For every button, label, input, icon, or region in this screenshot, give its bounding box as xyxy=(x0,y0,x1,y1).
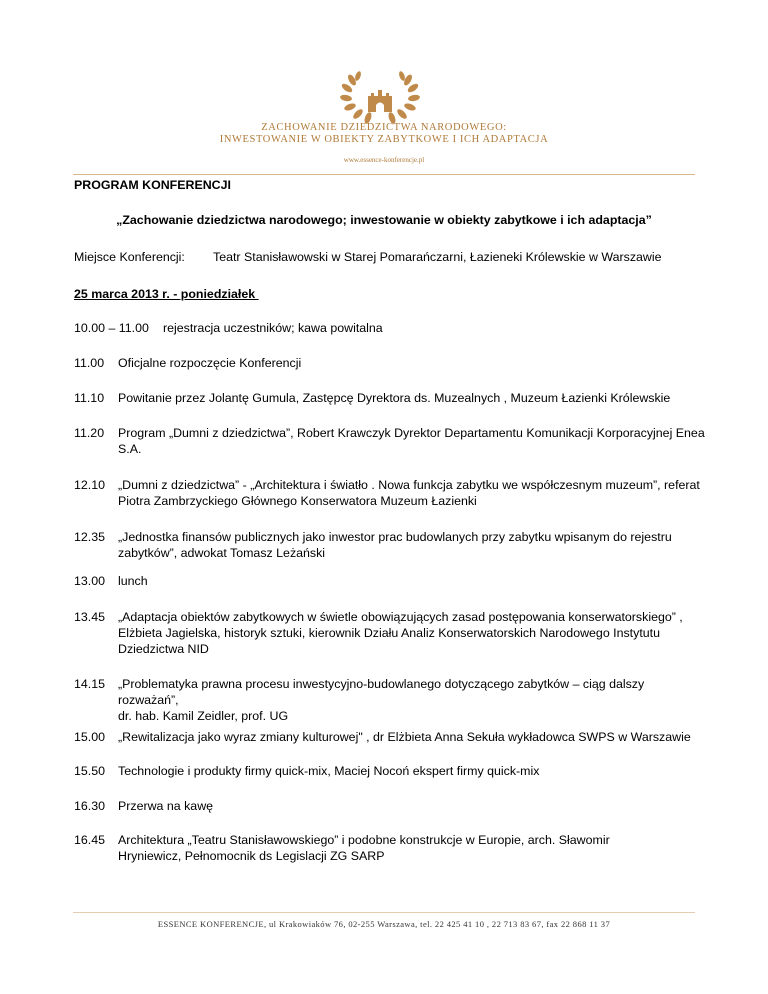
schedule-line: dr. hab. Kamil Zeidler, prof. UG xyxy=(118,709,289,723)
schedule-line: Oficjalne rozpoczęcie Konferencji xyxy=(118,356,302,370)
schedule-time: 11.00 xyxy=(74,356,105,370)
schedule-line: Powitanie przez Jolantę Gumula, Zastępcę Dyrektora ds. Muzealnych , Muzeum Łazienki Królewskie xyxy=(118,391,671,405)
footer-contact: ESSENCE KONFERENCJE, ul Krakowiaków 76, 02-255 Warszawa, tel. 22 425 41 10 , 22 713 83 67, fax 22 868 11 37 xyxy=(157,919,611,929)
venue-value: Teatr Stanisławowski w Starej Pomarańczarni, Łazieneki Królewskie w Warszawie xyxy=(213,250,662,264)
schedule-line: Technologie i produkty firmy quick-mix, Maciej Nocoń ekspert firmy quick-mix xyxy=(118,764,540,778)
schedule-time: 13.00 xyxy=(74,574,106,588)
schedule-time: 15.00 xyxy=(74,730,106,744)
schedule-line: Piotra Zambrzyckiego Głównego Konserwatora Muzeum Łazienki xyxy=(118,494,477,508)
schedule-description xyxy=(118,609,708,657)
header-url: www.essence-konferencje.pl xyxy=(343,156,425,164)
schedule-description xyxy=(163,320,703,336)
program-date: 25 marca 2013 r. - poniedziałek xyxy=(74,287,259,301)
schedule-description xyxy=(118,529,708,561)
schedule-description xyxy=(118,355,708,371)
schedule-line: Program „Dumni z dziedzictwa”, Robert Krawczyk Dyrektor Departamentu Komunikacji Korporacyjnej Enea xyxy=(118,426,705,440)
schedule-time: 11.10 xyxy=(74,391,105,405)
header-title-line2: INWESTOWANIE W OBIEKTY ZABYTKOWE I ICH ADAPTACJA xyxy=(219,134,549,145)
schedule-description xyxy=(118,729,708,745)
schedule-time: 15.50 xyxy=(74,764,106,778)
footer-divider xyxy=(73,912,695,913)
program-heading: PROGRAM KONFERENCJI xyxy=(74,178,231,192)
schedule-time: 16.45 xyxy=(74,833,106,847)
schedule-line: Architektura „Teatru Stanisławowskiego” i podobne konstrukcje w Europie, arch. Sławomir xyxy=(118,833,610,847)
schedule-line: „Rewitalizacja jako wyraz zmiany kulturowej" , dr Elżbieta Anna Sekuła wykładowca SWPS w Warszawie xyxy=(118,730,691,744)
schedule-line: zabytków”, adwokat Tomasz Leżański xyxy=(118,546,326,560)
schedule-description xyxy=(118,676,708,724)
schedule-description xyxy=(118,763,708,779)
laurel-wreath-castle-icon xyxy=(338,66,422,126)
schedule-line: „Adaptacja obiektów zabytkowych w świetle obowiązujących zasad postępowania konserwatorskiego” , xyxy=(118,610,683,624)
schedule-line: lunch xyxy=(118,574,148,588)
header-divider xyxy=(73,174,695,175)
header-title-line1: ZACHOWANIE DZIEDZICTWA NARODOWEGO: xyxy=(261,122,507,133)
schedule-line: „Dumni z dziedzictwa” - „Architektura i światło . Nowa funkcja zabytku we współczesnym muzeum”, referat xyxy=(118,478,700,492)
schedule-line: Dziedzictwa NID xyxy=(118,642,209,656)
schedule-time: 14.15 xyxy=(74,677,106,691)
schedule-time: 12.10 xyxy=(74,478,106,492)
schedule-time: 10.00 – 11.00 xyxy=(74,321,149,335)
schedule-line: „Problematyka prawna procesu inwestycyjno-budowlanego dotyczącego zabytków – ciąg dalszy rozważań”, xyxy=(118,677,645,707)
schedule-time: 16.30 xyxy=(74,799,106,813)
schedule-description xyxy=(118,798,708,814)
schedule-line: Hryniewicz, Pełnomocnik ds Legislacji ZG SARP xyxy=(118,849,385,863)
venue-label: Miejsce Konferencji: xyxy=(74,250,185,264)
program-subtitle: „Zachowanie dziedzictwa narodowego; inwestowanie w obiekty zabytkowe i ich adaptacja” xyxy=(116,213,652,227)
schedule-description xyxy=(118,573,708,589)
schedule-description xyxy=(118,390,708,406)
schedule-description xyxy=(118,832,708,864)
schedule-time: 13.45 xyxy=(74,610,106,624)
schedule-line: „Jednostka finansów publicznych jako inwestor prac budowlanych przy zabytku wpisanym do rejestru xyxy=(118,530,672,544)
schedule-line: S.A. xyxy=(118,442,142,456)
schedule-description xyxy=(118,425,708,457)
schedule-time: 12.35 xyxy=(74,530,106,544)
schedule-time: 11.20 xyxy=(74,426,105,440)
schedule-line: rejestracja uczestników; kawa powitalna xyxy=(163,321,383,335)
schedule-description xyxy=(118,477,708,509)
schedule-line: Elżbieta Jagielska, historyk sztuki, kierownik Działu Analiz Konserwatorskich Narodowego Instytutu xyxy=(118,626,660,640)
schedule-line: Przerwa na kawę xyxy=(118,799,214,813)
